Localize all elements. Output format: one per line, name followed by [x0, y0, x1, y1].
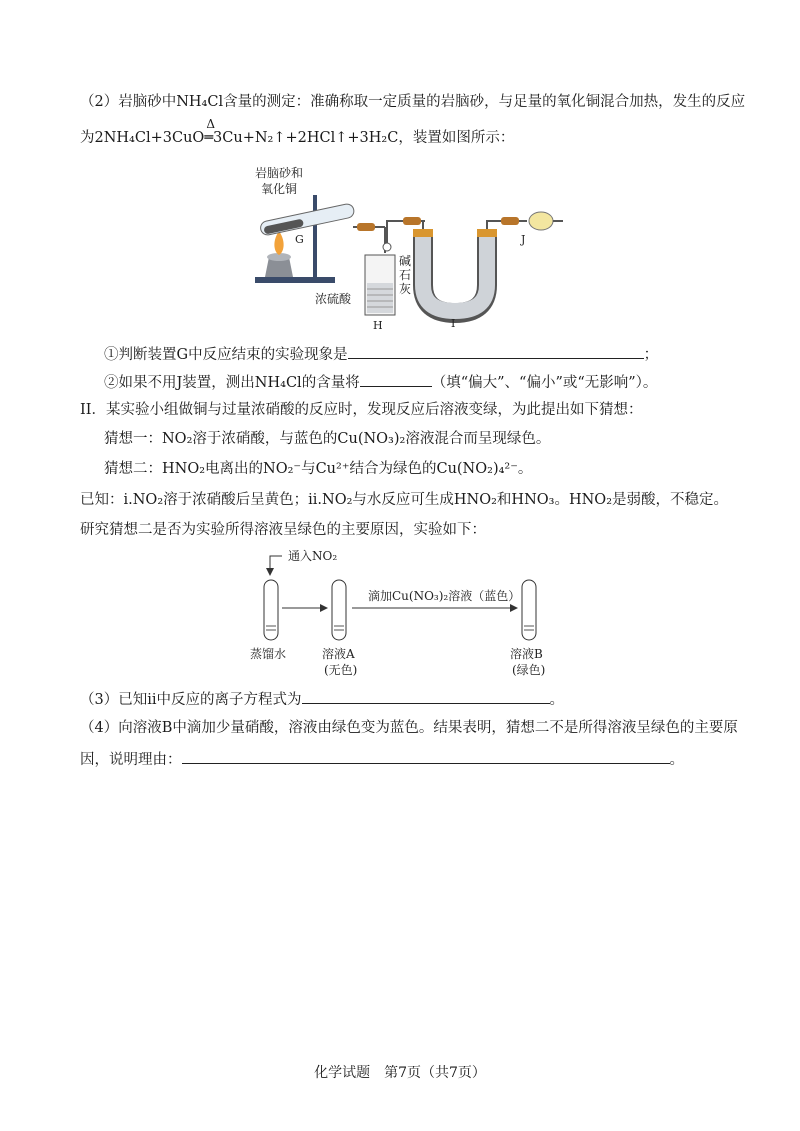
rubber-tube-3 [501, 217, 519, 225]
stopper-right [477, 229, 497, 237]
guess-2: 猜想二：HNO₂电离出的NO₂⁻与Cu²⁺结合为绿色的Cu(NO₂)₄²⁻。 [104, 461, 533, 477]
experiment-figure [240, 548, 560, 678]
known-info: 已知：i.NO₂溶于浓硝酸后呈黄色；ii.NO₂与水反应可生成HNO₂和HNO₃。HNO₂是弱酸，不稳定。 [80, 492, 729, 508]
label-lime-1: 碱 [399, 254, 412, 268]
guess-1: 猜想一：NO₂溶于浓硝酸，与蓝色的Cu(NO₃)₂溶液混合而呈现绿色。 [104, 431, 551, 447]
label-solution-A: 溶液A [322, 647, 355, 661]
q2-sub2 [104, 371, 657, 393]
answer-blank-sub1[interactable] [348, 343, 644, 359]
test-tube-A [332, 580, 346, 640]
drying-bulb-J [529, 212, 553, 230]
q2-line-1: （2）岩脑砂中NH₄Cl含量的测定：准确称取一定质量的岩脑砂，与足量的氧化铜混合加热，发生的反应 [80, 94, 746, 110]
stand-base [255, 277, 335, 283]
q2-sub1-text: ①判断装置G中反应结束的实验现象是 [104, 347, 348, 363]
answer-blank-q3[interactable] [302, 688, 550, 704]
page-footer: 化学试题 第7页（共7页） [314, 1065, 486, 1081]
research-statement: 研究猜想二是否为实验所得溶液呈绿色的主要原因，实验如下： [80, 522, 486, 538]
flame [274, 231, 283, 255]
label-sample-2: 氧化铜 [261, 182, 298, 196]
q2-sub2-end: （填“偏大”、“偏小”或“无影响”）。 [431, 375, 658, 391]
label-inject-no2: 通入NO₂ [288, 549, 338, 563]
stand-rod [313, 195, 317, 279]
q3-text: （3）已知ii中反应的离子方程式为 [80, 692, 302, 708]
stopper-left [413, 229, 433, 237]
label-H: H [373, 319, 383, 332]
delta-sign: Δ [206, 117, 215, 131]
q3-end: 。 [549, 692, 564, 708]
q2-equation-left: 为2NH₄Cl+3CuO [80, 130, 205, 146]
q2-sub2-text: ②如果不用J装置，测出NH₄Cl的含量将 [104, 375, 360, 391]
label-acid: 浓硫酸 [315, 292, 352, 306]
q4-line-2 [80, 748, 684, 770]
test-tube-water [264, 580, 278, 640]
apparatus-figure [235, 165, 565, 335]
label-water: 蒸馏水 [250, 647, 287, 661]
q2-sub1 [104, 343, 658, 365]
q2-equation-right: 3Cu+N₂↑+2HCl↑+3H₂C，装置如图所示： [213, 130, 515, 146]
label-lime-2: 石 [399, 268, 412, 282]
label-solution-B-color: (绿色) [512, 663, 546, 677]
q4-line-1: （4）向溶液B中滴加少量硝酸，溶液由绿色变为蓝色。结果表明，猜想二不是所得溶液呈绿色的主要原 [80, 720, 738, 736]
label-sample-1: 岩脑砂和 [255, 166, 304, 180]
label-G: G [295, 233, 304, 246]
label-lime-3: 灰 [399, 282, 412, 296]
heat-symbol: Δ ═ [204, 128, 213, 148]
q4-text: 因，说明理由： [80, 752, 182, 768]
label-J: J [521, 233, 526, 246]
label-solution-A-color: (无色) [324, 663, 358, 677]
label-I: I [451, 317, 456, 330]
label-add-cuno3: 滴加Cu(NO₃)₂溶液（蓝色） [368, 589, 521, 603]
part2-intro: II．某实验小组做铜与过量浓硝酸的反应时，发现反应后溶液变绿，为此提出如下猜想： [80, 402, 643, 418]
q2-line-2 [80, 117, 515, 148]
rubber-tube-2 [403, 217, 421, 225]
q3 [80, 688, 564, 710]
q2-sub1-end: ； [643, 347, 659, 363]
test-tube-B [522, 580, 536, 640]
label-solution-B: 溶液B [510, 647, 543, 661]
answer-blank-sub2[interactable] [360, 371, 432, 387]
answer-blank-q4[interactable] [182, 748, 670, 764]
rubber-tube-1 [357, 223, 375, 231]
q4-end: 。 [669, 752, 684, 768]
